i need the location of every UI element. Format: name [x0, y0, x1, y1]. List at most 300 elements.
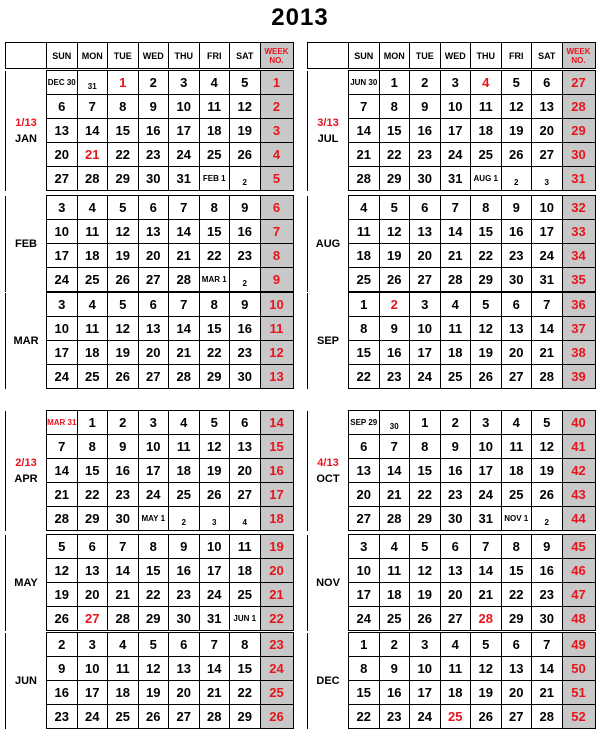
day-number: 20: [85, 587, 100, 602]
day-cell: [532, 483, 563, 507]
day-number: 8: [210, 200, 218, 215]
week-row: [6, 220, 294, 244]
header-row-right: [307, 42, 596, 69]
day-cell: [47, 95, 78, 119]
header-row-left: [5, 42, 294, 69]
day-number: 3: [58, 297, 66, 312]
day-number: 12: [115, 224, 130, 239]
week-number: 44: [571, 511, 586, 526]
day-number: 22: [387, 147, 402, 162]
day-cell: [471, 317, 502, 341]
day-cell: [410, 317, 441, 341]
day-cell: [379, 244, 410, 268]
day-number: 15: [237, 661, 252, 676]
month-block-jul: [307, 70, 596, 191]
day-cell: [169, 657, 200, 681]
day-number: 27: [85, 611, 100, 626]
day-number: 19: [478, 345, 493, 360]
day-number: 15: [115, 123, 130, 138]
day-number: 24: [417, 709, 432, 724]
day-number: 10: [417, 321, 432, 336]
day-cell: [471, 411, 502, 435]
day-number: 21: [85, 147, 100, 162]
day-cell: [471, 681, 502, 705]
day-cell: [77, 365, 108, 389]
day-cell: [230, 657, 261, 681]
month-block-oct: [307, 410, 596, 531]
day-cell: [532, 244, 563, 268]
day-cell: [532, 535, 563, 559]
week-row: [308, 657, 596, 681]
day-number: 20: [509, 345, 524, 360]
day-cell: [77, 583, 108, 607]
week-number-cell: [562, 583, 595, 607]
adjacent-month-date: 3: [544, 178, 549, 187]
day-number: 8: [390, 99, 398, 114]
week-number: 10: [269, 297, 284, 312]
day-cell: [440, 71, 471, 95]
day-number: 19: [387, 248, 402, 263]
week-row: [308, 317, 596, 341]
day-number: 25: [509, 487, 524, 502]
day-cell: [410, 681, 441, 705]
day-cell: [230, 196, 261, 220]
day-number: 9: [390, 661, 398, 676]
adjacent-month-date: 2: [514, 178, 519, 187]
day-cell: [199, 459, 230, 483]
day-number: 9: [451, 439, 459, 454]
day-number: 4: [451, 637, 459, 652]
day-number: 11: [448, 661, 463, 676]
day-number: 22: [509, 587, 524, 602]
day-cell: [77, 435, 108, 459]
day-number: 21: [176, 345, 191, 360]
month-block-mar: [5, 292, 294, 389]
day-number: 30: [115, 511, 130, 526]
adjacent-month-date: FEB 1: [202, 174, 226, 183]
day-number: 12: [539, 439, 554, 454]
month-block-nov: [307, 534, 596, 631]
day-cell: [349, 535, 380, 559]
day-number: 8: [360, 321, 368, 336]
day-cell: [471, 244, 502, 268]
day-cell: [138, 583, 169, 607]
day-number: 16: [387, 685, 402, 700]
day-number: 10: [54, 321, 69, 336]
weekday-header: [138, 43, 169, 69]
day-cell: [138, 483, 169, 507]
week-number: 40: [571, 415, 586, 430]
day-cell: [47, 167, 78, 191]
day-cell: [471, 607, 502, 631]
day-number: 23: [176, 587, 191, 602]
day-cell: [138, 317, 169, 341]
day-cell: [169, 633, 200, 657]
day-number: 14: [539, 661, 554, 676]
day-number: 23: [539, 587, 554, 602]
day-number: 4: [88, 200, 96, 215]
week-number-cell: [260, 143, 293, 167]
day-cell: [379, 268, 410, 292]
week-number: 11: [269, 321, 284, 336]
day-cell: [471, 435, 502, 459]
day-number: 11: [115, 661, 130, 676]
day-number: 30: [539, 611, 554, 626]
day-cell: [501, 268, 532, 292]
day-cell: [47, 143, 78, 167]
day-number: 23: [115, 487, 130, 502]
week-number-cell: [562, 483, 595, 507]
week-row: [308, 293, 596, 317]
day-number: 27: [146, 272, 161, 287]
day-cell: [532, 220, 563, 244]
day-cell: [471, 583, 502, 607]
day-cell: [440, 459, 471, 483]
day-cell: [501, 681, 532, 705]
day-number: 7: [180, 200, 188, 215]
day-number: 17: [85, 685, 100, 700]
day-number: 12: [478, 661, 493, 676]
day-number: 9: [119, 439, 127, 454]
day-cell: [138, 196, 169, 220]
day-number: 6: [88, 539, 96, 554]
day-cell: [410, 220, 441, 244]
day-cell: [440, 535, 471, 559]
day-cell: [349, 681, 380, 705]
day-number: 19: [115, 345, 130, 360]
week-row: [308, 483, 596, 507]
day-cell: [47, 317, 78, 341]
day-cell: [199, 95, 230, 119]
day-cell: [349, 119, 380, 143]
day-number: 18: [237, 563, 252, 578]
day-number: 21: [539, 345, 554, 360]
day-number: 7: [543, 297, 551, 312]
day-number: 6: [512, 297, 520, 312]
day-number: 2: [390, 637, 398, 652]
month-label-cell: [6, 196, 47, 292]
day-number: 10: [448, 99, 463, 114]
day-number: 23: [417, 147, 432, 162]
day-cell: [77, 317, 108, 341]
week-number-cell: [562, 705, 595, 729]
day-number: 19: [509, 123, 524, 138]
week-number-cell: [260, 167, 293, 191]
day-number: 20: [448, 587, 463, 602]
day-number: 22: [85, 487, 100, 502]
week-row: [6, 435, 294, 459]
week-number: 20: [269, 563, 284, 578]
week-number-cell: [562, 317, 595, 341]
day-number: 14: [176, 321, 191, 336]
day-number: 11: [356, 224, 371, 239]
day-number: 1: [360, 637, 368, 652]
day-cell: [138, 71, 169, 95]
day-cell: [501, 607, 532, 631]
day-cell: [169, 95, 200, 119]
day-number: 3: [360, 539, 368, 554]
day-cell: [349, 657, 380, 681]
day-cell: [440, 633, 471, 657]
day-number: 7: [543, 637, 551, 652]
day-number: 14: [54, 463, 69, 478]
day-cell: [108, 535, 139, 559]
day-cell: [230, 507, 261, 531]
day-number: 31: [478, 511, 493, 526]
day-cell: [138, 119, 169, 143]
week-number-cell: [260, 583, 293, 607]
day-cell: [349, 483, 380, 507]
day-cell: [108, 435, 139, 459]
day-number: 3: [451, 75, 459, 90]
day-number: 14: [448, 224, 463, 239]
day-cell: [169, 293, 200, 317]
week-row: [308, 583, 596, 607]
weekday-header: [77, 43, 108, 69]
adjacent-month-date: 3: [212, 518, 217, 527]
day-number: 27: [237, 487, 252, 502]
day-cell: [501, 411, 532, 435]
day-cell: [379, 317, 410, 341]
day-cell: [169, 483, 200, 507]
day-cell: [138, 293, 169, 317]
week-number: 21: [269, 587, 284, 602]
day-cell: [349, 365, 380, 389]
day-number: 17: [176, 123, 191, 138]
day-cell: [501, 341, 532, 365]
day-number: 26: [417, 611, 432, 626]
adjacent-month-date: MAR 1: [201, 275, 227, 284]
day-cell: [169, 167, 200, 191]
month-block-feb: [5, 195, 294, 292]
day-number: 15: [356, 685, 371, 700]
day-cell: [349, 583, 380, 607]
day-number: 8: [421, 439, 429, 454]
day-cell: [349, 167, 380, 191]
adjacent-month-date: 2: [181, 518, 186, 527]
day-number: 19: [54, 587, 69, 602]
day-number: 21: [54, 487, 69, 502]
day-number: 23: [387, 369, 402, 384]
week-row: [6, 244, 294, 268]
month-block-may: [5, 534, 294, 631]
day-number: 9: [241, 297, 249, 312]
week-row: [308, 633, 596, 657]
day-cell: [501, 483, 532, 507]
day-cell: [199, 220, 230, 244]
weekday-header: [47, 43, 78, 69]
day-number: 16: [237, 224, 252, 239]
day-cell: [138, 681, 169, 705]
weekday-header: [440, 43, 471, 69]
week-number-header-label: WEEK NO.: [264, 46, 289, 65]
day-number: 5: [482, 297, 490, 312]
day-cell: [349, 559, 380, 583]
day-number: 18: [478, 123, 493, 138]
month-name: SEP: [316, 334, 339, 347]
week-row: [308, 681, 596, 705]
day-number: 29: [146, 611, 161, 626]
day-cell: [410, 196, 441, 220]
day-cell: [349, 196, 380, 220]
day-cell: [349, 95, 380, 119]
day-number: 27: [509, 709, 524, 724]
week-number: 49: [571, 637, 586, 652]
day-number: 24: [207, 587, 222, 602]
week-number-cell: [260, 411, 293, 435]
day-cell: [230, 681, 261, 705]
day-cell: [169, 705, 200, 729]
day-cell: [47, 705, 78, 729]
day-cell: [77, 411, 108, 435]
day-number: 4: [512, 415, 520, 430]
day-cell: [138, 459, 169, 483]
week-number: 25: [269, 685, 284, 700]
day-number: 4: [451, 297, 459, 312]
day-number: 22: [356, 709, 371, 724]
week-number-cell: [562, 293, 595, 317]
weekday-header-label: THU: [476, 50, 495, 61]
day-cell: [379, 220, 410, 244]
day-cell: [501, 535, 532, 559]
day-number: 8: [149, 539, 157, 554]
week-number: 4: [272, 147, 281, 162]
day-number: 30: [237, 369, 252, 384]
day-cell: [199, 365, 230, 389]
day-cell: [501, 317, 532, 341]
day-number: 26: [539, 487, 554, 502]
day-number: 28: [176, 369, 191, 384]
day-cell: [501, 71, 532, 95]
week-row: [6, 341, 294, 365]
day-number: 10: [176, 99, 191, 114]
day-number: 17: [417, 685, 432, 700]
week-number: 1: [272, 75, 281, 90]
weekday-header-label: TUE: [113, 50, 132, 61]
day-number: 5: [119, 200, 127, 215]
month-name: MAY: [14, 576, 38, 589]
day-cell: [532, 657, 563, 681]
day-number: 29: [417, 511, 432, 526]
day-cell: [410, 559, 441, 583]
day-number: 29: [478, 272, 493, 287]
week-number: 31: [571, 171, 586, 186]
day-cell: [471, 167, 502, 191]
day-number: 24: [448, 147, 463, 162]
day-cell: [199, 535, 230, 559]
week-number-cell: [562, 535, 595, 559]
day-cell: [138, 341, 169, 365]
day-cell: [471, 95, 502, 119]
day-cell: [471, 483, 502, 507]
day-number: 24: [539, 248, 554, 263]
day-number: 3: [180, 75, 188, 90]
week-number-cell: [562, 119, 595, 143]
day-cell: [199, 71, 230, 95]
day-cell: [471, 220, 502, 244]
day-number: 22: [356, 369, 371, 384]
week-number-cell: [260, 459, 293, 483]
week-number: 19: [269, 539, 284, 554]
day-cell: [410, 365, 441, 389]
day-number: 10: [54, 224, 69, 239]
day-number: 24: [176, 147, 191, 162]
day-number: 18: [85, 345, 100, 360]
day-cell: [501, 657, 532, 681]
day-number: 8: [88, 439, 96, 454]
week-number-cell: [562, 435, 595, 459]
day-cell: [169, 459, 200, 483]
day-cell: [230, 143, 261, 167]
week-row: [6, 71, 294, 95]
day-cell: [47, 657, 78, 681]
day-number: 17: [417, 345, 432, 360]
day-number: 25: [115, 709, 130, 724]
day-cell: [108, 365, 139, 389]
day-cell: [501, 293, 532, 317]
month-label-cell: [308, 196, 349, 292]
weekday-header-label: SAT: [538, 50, 556, 61]
day-cell: [108, 293, 139, 317]
day-cell: [169, 507, 200, 531]
day-number: 23: [387, 709, 402, 724]
week-number-header-label: WEEK NO.: [566, 46, 591, 65]
day-number: 3: [58, 200, 66, 215]
day-cell: [440, 143, 471, 167]
day-cell: [169, 220, 200, 244]
day-number: 15: [207, 321, 222, 336]
week-row: [308, 95, 596, 119]
day-cell: [138, 365, 169, 389]
day-cell: [532, 268, 563, 292]
week-row: [6, 119, 294, 143]
day-number: 26: [237, 147, 252, 162]
day-number: 13: [176, 661, 191, 676]
day-number: 21: [207, 685, 222, 700]
day-number: 27: [146, 369, 161, 384]
day-cell: [47, 559, 78, 583]
week-number: 28: [571, 99, 586, 114]
week-number-cell: [562, 507, 595, 531]
day-cell: [169, 583, 200, 607]
day-number: 8: [360, 661, 368, 676]
week-number-cell: [562, 220, 595, 244]
day-cell: [349, 633, 380, 657]
day-number: 25: [356, 272, 371, 287]
day-cell: [169, 411, 200, 435]
month-name: DEC: [316, 674, 340, 687]
day-cell: [532, 411, 563, 435]
week-row: [6, 607, 294, 631]
day-number: 6: [421, 200, 429, 215]
day-cell: [379, 507, 410, 531]
week-number-cell: [562, 559, 595, 583]
weekday-header-label: TUE: [415, 50, 434, 61]
day-number: 21: [387, 487, 402, 502]
day-cell: [199, 143, 230, 167]
day-number: 29: [387, 171, 402, 186]
day-cell: [108, 633, 139, 657]
day-number: 28: [54, 511, 69, 526]
day-number: 15: [356, 345, 371, 360]
day-number: 10: [478, 439, 493, 454]
day-number: 23: [448, 487, 463, 502]
week-number-cell: [562, 167, 595, 191]
day-cell: [47, 268, 78, 292]
day-number: 4: [88, 297, 96, 312]
day-number: 26: [509, 147, 524, 162]
week-number: 42: [571, 463, 586, 478]
